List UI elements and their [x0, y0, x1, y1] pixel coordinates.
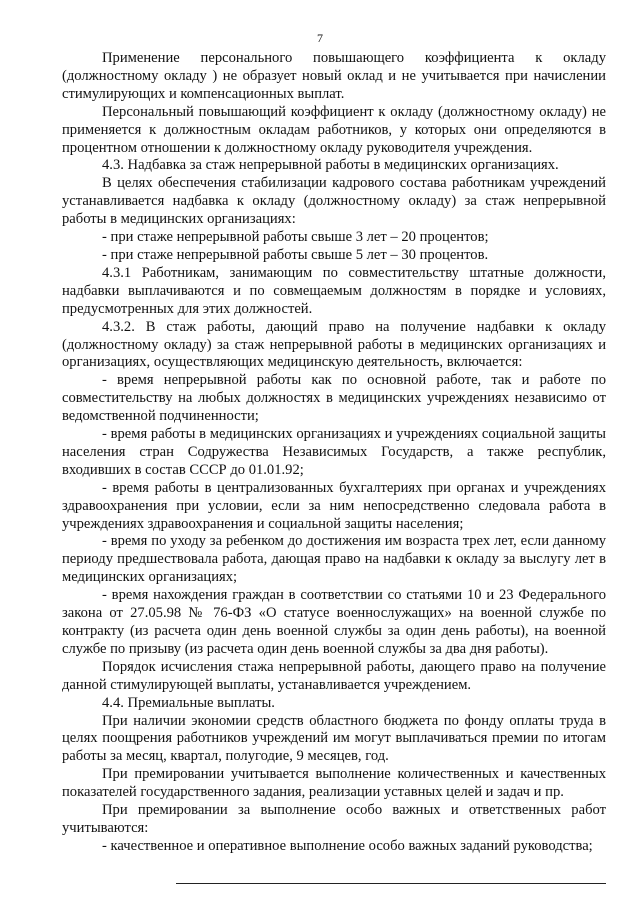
- paragraph: Применение персонального повышающего коэффициента к окладу (должностному окладу ) не образует новый оклад и не учитывается при начислении стимулирующих и компенсационных выплат.: [62, 50, 606, 102]
- list-item: - при стаже непрерывной работы свыше 3 лет – 20 процентов;: [102, 229, 489, 246]
- page-number: 7: [317, 31, 323, 45]
- section-heading: 4.4. Премиальные выплаты.: [102, 694, 275, 711]
- list-item: - время работы в медицинских организациях и учреждениях социальной защиты населения стран Содружества Независимых Государств, а также республик, входивших в состав СССР до 01.01.92;: [62, 426, 606, 478]
- list-item: - время нахождения граждан в соответствии со статьями 10 и 23 Федерального закона от 27.05.98 № 76-ФЗ «О статусе военнослужащих» на военной службе по контракту (из расчета один день военной службы за один день работы), на военной службе по призыву (из расчета один день военной службы за два дня работы).: [62, 587, 606, 657]
- paragraph: При премировании за выполнение особо важных и ответственных работ учитываются:: [62, 802, 606, 836]
- section-heading: 4.3. Надбавка за стаж непрерывной работы в медицинских организациях.: [102, 157, 559, 174]
- paragraph: Порядок исчисления стажа непрерывной работы, дающего право на получение данной стимулирующей выплаты, устанавливается учреждением.: [62, 658, 606, 693]
- paragraph: При премировании учитывается выполнение количественных и качественных показателей государственного задания, реализации уставных целей и задач и пр.: [62, 766, 606, 801]
- paragraph: В целях обеспечения стабилизации кадрового состава работникам учреждений устанавливается надбавка к окладу (должностному окладу) за стаж непрерывной работы в медицинских организациях:: [62, 175, 606, 228]
- list-item: - при стаже непрерывной работы свыше 5 лет – 30 процентов.: [102, 246, 489, 263]
- paragraph: 4.3.1 Работникам, занимающим по совместительству штатные должности, надбавки выплачиваются и по совмещаемым должностям в порядке и условиях, предусмотренных для этих должностей.: [62, 264, 606, 317]
- document-body: [62, 50, 606, 856]
- list-item: - время работы в централизованных бухгалтериях при органах и учреждениях здравоохранения при условии, если за ним непосредственно следовала работа в учреждениях здравоохранения и социальной защиты населения;: [62, 479, 606, 532]
- list-item: - время по уходу за ребенком до достижения им возраста трех лет, если данному периоду предшествовала работа, дающая право на надбавки к окладу за выслугу лет в медицинских организациях;: [62, 533, 606, 586]
- footer-rule: [176, 883, 606, 884]
- list-item: - качественное и оперативное выполнение особо важных заданий руководства;: [102, 837, 593, 854]
- paragraph: Персональный повышающий коэффициент к окладу (должностному окладу) не применяется к должностным окладам работников, у которых они определяются в процентном отношении к должностному окладу руководителя учреждения.: [62, 103, 606, 156]
- list-item: - время непрерывной работы как по основной работе, так и работе по совместительству на любых должностях в медицинских учреждениях независимо от ведомственной подчиненности;: [62, 372, 606, 425]
- paragraph: При наличии экономии средств областного бюджета по фонду оплаты труда в целях поощрения работников учреждений им могут выплачиваться премии по итогам работы за месяц, квартал, полугодие, 9 месяцев, год.: [62, 712, 606, 765]
- paragraph: 4.3.2. В стаж работы, дающий право на получение надбавки к окладу (должностному окладу) за стаж непрерывной работы в медицинских организациях и организациях, осуществляющих медицинскую деятельность, включается:: [62, 318, 606, 371]
